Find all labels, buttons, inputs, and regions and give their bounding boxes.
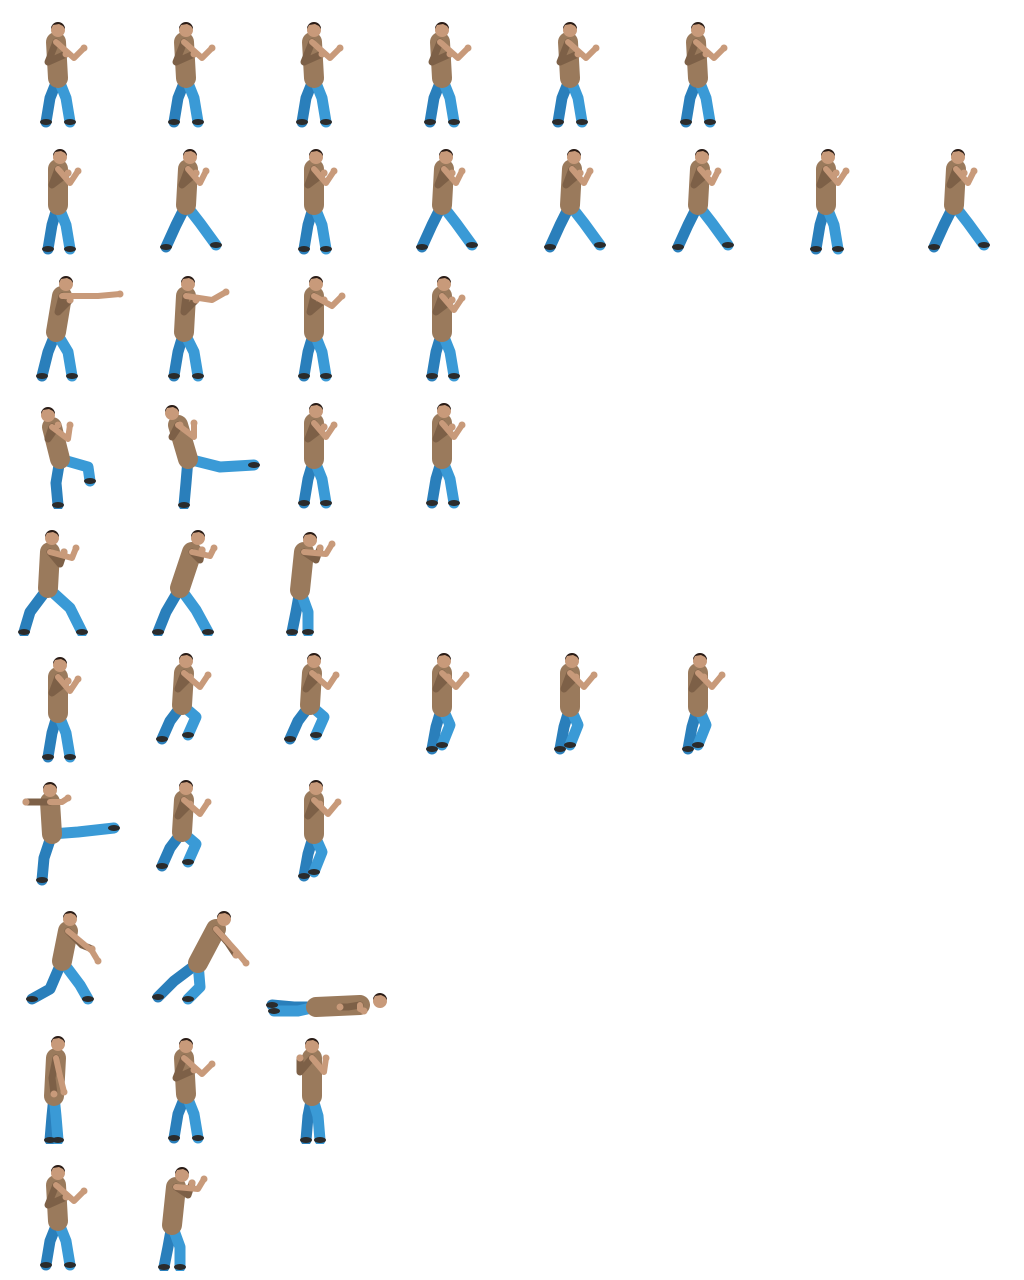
- fighter-figure: [8, 508, 136, 636]
- front-fist: [95, 958, 102, 965]
- sprite-frame-punch-4: [392, 254, 520, 382]
- sprite-frame-walk-7: [776, 127, 904, 255]
- animation-row-punch: [0, 254, 1024, 382]
- sprite-frame-air-kick-3: [264, 762, 392, 890]
- left-shoe: [426, 746, 438, 752]
- sprite-frame-walk-4: [392, 127, 520, 255]
- sprite-frame-walk-5: [520, 127, 648, 255]
- animation-row-idle: [0, 0, 1024, 128]
- front-fist: [459, 295, 466, 302]
- fighter-figure: [264, 1016, 392, 1144]
- sprite-frame-jump-6: [648, 635, 776, 763]
- sprite-frame-jump-3: [264, 635, 392, 763]
- back-fist: [703, 51, 710, 58]
- right-shoe: [594, 242, 606, 248]
- fighter-figure: [264, 127, 392, 255]
- fighter-figure: [264, 762, 392, 890]
- left-shoe: [554, 746, 566, 752]
- left-shoe: [298, 373, 310, 379]
- front-fist: [587, 168, 594, 175]
- sprite-frame-idle-3: [264, 0, 392, 128]
- animation-row-kick: [0, 381, 1024, 509]
- shirt-torso: [48, 552, 50, 588]
- left-shoe: [296, 119, 308, 125]
- back-fist: [187, 674, 194, 681]
- fighter-figure: [392, 635, 520, 763]
- animation-row-jump: [0, 635, 1024, 763]
- right-shoe: [320, 246, 332, 252]
- left-shoe: [928, 244, 940, 250]
- right-shoe: [64, 754, 76, 760]
- left-shoe: [42, 754, 54, 760]
- sprite-frame-walk-1: [8, 127, 136, 255]
- front-fist: [329, 541, 336, 548]
- front-fist: [715, 168, 722, 175]
- front-fist: [201, 1176, 208, 1183]
- sprite-frame-air-kick-1: [8, 762, 136, 890]
- front-fist: [465, 45, 472, 52]
- left-shoe: [152, 994, 164, 1000]
- right-shoe: [192, 1135, 204, 1141]
- sprite-frame-kick-4: [392, 381, 520, 509]
- fighter-figure: [136, 889, 264, 1017]
- fighter-figure: [648, 635, 776, 763]
- right-shoe: [692, 742, 704, 748]
- fighter-figure: [392, 127, 520, 255]
- fighter-figure: [776, 127, 904, 255]
- back-fist: [315, 674, 322, 681]
- fighter-figure: [264, 508, 392, 636]
- back-fist: [961, 170, 968, 177]
- left-shoe: [36, 877, 48, 883]
- left-shoe: [168, 1135, 180, 1141]
- back-fist: [317, 801, 324, 808]
- back-fist: [297, 1055, 304, 1062]
- front-fist: [719, 672, 726, 679]
- front-fist: [73, 545, 80, 552]
- left-shoe: [424, 119, 436, 125]
- right-shoe: [174, 1264, 186, 1270]
- front-fist: [361, 1008, 368, 1015]
- fighter-figure: [648, 0, 776, 128]
- fighter-figure: [136, 508, 264, 636]
- left-shoe: [42, 246, 54, 252]
- shirt-torso: [50, 802, 52, 834]
- front-fist: [209, 45, 216, 52]
- left-shoe: [544, 244, 556, 250]
- fighter-figure: [264, 889, 392, 1017]
- right-shoe: [64, 119, 76, 125]
- right-shoe: [64, 246, 76, 252]
- sprite-frame-idle-4: [392, 0, 520, 128]
- shirt-torso: [198, 929, 216, 963]
- fighter-figure: [136, 0, 264, 128]
- right-shoe: [182, 996, 194, 1002]
- shirt-torso: [300, 552, 304, 590]
- fighter-figure: [136, 635, 264, 763]
- sprite-frame-jump-1: [8, 635, 136, 763]
- fighter-figure: [264, 254, 392, 382]
- back-fist: [63, 1194, 70, 1201]
- back-fist: [65, 678, 72, 685]
- back-fist: [705, 170, 712, 177]
- right-shoe: [564, 742, 576, 748]
- animation-row-taunt: [0, 1016, 1024, 1144]
- left-shoe: [266, 1002, 278, 1008]
- sprite-frame-punch-1: [8, 254, 136, 382]
- shirt-torso: [62, 931, 68, 961]
- fighter-figure: [648, 127, 776, 255]
- sprite-frame-idle-2: [136, 0, 264, 128]
- back-fist: [89, 946, 96, 953]
- front-fist: [339, 293, 346, 300]
- left-shoe: [298, 873, 310, 879]
- sprite-frame-knockdown-1: [8, 889, 136, 1017]
- left-shoe: [156, 736, 168, 742]
- back-fist: [193, 170, 200, 177]
- right-shoe: [576, 119, 588, 125]
- sprite-frame-air-kick-2: [136, 762, 264, 890]
- sprite-frame-kick-3: [264, 381, 392, 509]
- left-shoe: [284, 736, 296, 742]
- back-fist: [23, 799, 30, 806]
- front-fist: [61, 1089, 68, 1096]
- front-fist: [459, 422, 466, 429]
- front-fist: [843, 168, 850, 175]
- right-shoe: [832, 246, 844, 252]
- fighter-figure: [136, 381, 264, 509]
- back-fist: [317, 545, 324, 552]
- right-shoe: [192, 119, 204, 125]
- right-shoe: [192, 373, 204, 379]
- sprite-frame-jump-4: [392, 635, 520, 763]
- front-fist: [209, 1061, 216, 1068]
- sprite-frame-knockdown-3: [264, 889, 392, 1017]
- front-fist: [203, 168, 210, 175]
- front-fist: [81, 45, 88, 52]
- back-fist: [577, 170, 584, 177]
- front-fist: [335, 799, 342, 806]
- fighter-figure: [392, 254, 520, 382]
- right-shoe: [978, 242, 990, 248]
- right-shoe: [320, 119, 332, 125]
- animation-row-knockdown: [0, 889, 1024, 1017]
- sprite-frame-taunt-1: [8, 1016, 136, 1144]
- right-shoe: [448, 500, 460, 506]
- back-fist: [447, 51, 454, 58]
- left-shoe: [26, 996, 38, 1002]
- back-fist: [189, 1180, 196, 1187]
- front-fist: [211, 545, 218, 552]
- left-shoe: [40, 119, 52, 125]
- back-fist: [833, 170, 840, 177]
- sprite-frame-jump-5: [520, 635, 648, 763]
- back-fist: [449, 297, 456, 304]
- fighter-figure: [904, 127, 1024, 255]
- front-arm: [216, 929, 246, 963]
- fighter-figure: [8, 254, 136, 382]
- sprite-frame-knockdown-2: [136, 889, 264, 1017]
- right-shoe: [310, 732, 322, 738]
- front-fist: [75, 168, 82, 175]
- left-shoe: [160, 244, 172, 250]
- back-fist: [187, 801, 194, 808]
- left-shoe: [810, 246, 822, 252]
- front-fist: [331, 422, 338, 429]
- right-shoe: [320, 500, 332, 506]
- front-fist: [337, 45, 344, 52]
- animation-row-crouch: [0, 508, 1024, 636]
- shirt-torso: [172, 1187, 176, 1225]
- right-shoe: [268, 1008, 280, 1014]
- right-shoe: [64, 1262, 76, 1268]
- back-fist: [191, 51, 198, 58]
- back-fist: [321, 297, 328, 304]
- right-shoe: [436, 742, 448, 748]
- back-fist: [319, 51, 326, 58]
- left-shoe: [416, 244, 428, 250]
- left-shoe: [168, 119, 180, 125]
- front-fist: [591, 672, 598, 679]
- back-fist: [445, 674, 452, 681]
- right-shoe: [448, 119, 460, 125]
- sprite-frame-idle-5: [520, 0, 648, 128]
- back-fist: [51, 1091, 58, 1098]
- fighter-figure: [520, 127, 648, 255]
- sprite-frame-walk-2: [136, 127, 264, 255]
- front-arm: [62, 294, 120, 296]
- left-shoe: [672, 244, 684, 250]
- fighter-figure: [136, 127, 264, 255]
- front-fist: [323, 1055, 330, 1062]
- fighter-figure: [264, 0, 392, 128]
- back-fist: [55, 422, 62, 429]
- back-fist: [193, 297, 200, 304]
- back-fist: [337, 1004, 344, 1011]
- fighter-figure: [8, 762, 136, 890]
- sprite-frame-walk-3: [264, 127, 392, 255]
- sprite-frame-punch-3: [264, 254, 392, 382]
- fighter-figure: [8, 381, 136, 509]
- front-fist: [67, 422, 74, 429]
- sprite-frame-punch-2: [136, 254, 264, 382]
- back-fist: [199, 547, 206, 554]
- fighter-figure: [392, 0, 520, 128]
- left-shoe: [682, 746, 694, 752]
- animation-row-walk: [0, 127, 1024, 255]
- front-fist: [333, 672, 340, 679]
- fighter-figure: [136, 254, 264, 382]
- sprite-frame-walk-6: [648, 127, 776, 255]
- left-shoe: [36, 373, 48, 379]
- fighter-figure: [8, 1143, 136, 1271]
- front-fist: [971, 168, 978, 175]
- left-shoe: [158, 1264, 170, 1270]
- sprite-frame-crouch-2: [136, 508, 264, 636]
- left-shoe: [156, 863, 168, 869]
- sprite-frame-crouch-3: [264, 508, 392, 636]
- left-shoe: [426, 500, 438, 506]
- right-shoe: [108, 825, 120, 831]
- front-fist: [75, 676, 82, 683]
- back-fist: [449, 424, 456, 431]
- right-shoe: [82, 996, 94, 1002]
- front-fist: [81, 1188, 88, 1195]
- front-fist: [191, 420, 198, 427]
- fighter-figure: [136, 1016, 264, 1144]
- back-fist: [61, 549, 68, 556]
- front-fist: [593, 45, 600, 52]
- front-fist: [205, 672, 212, 679]
- front-fist: [243, 960, 250, 967]
- fighter-figure: [136, 1143, 264, 1271]
- left-shoe: [552, 119, 564, 125]
- right-shoe: [182, 732, 194, 738]
- left-shoe: [298, 246, 310, 252]
- back-fist: [449, 170, 456, 177]
- fighter-figure: [8, 1016, 136, 1144]
- right-shoe: [182, 859, 194, 865]
- right-shoe: [448, 373, 460, 379]
- back-fist: [65, 170, 72, 177]
- back-fist: [701, 674, 708, 681]
- right-shoe: [210, 242, 222, 248]
- fighter-figure: [8, 889, 136, 1017]
- front-fist: [223, 289, 230, 296]
- fighter-figure: [8, 635, 136, 763]
- sprite-frame-idle-6: [648, 0, 776, 128]
- back-fist: [67, 297, 74, 304]
- sprite-frame-kick-1: [8, 381, 136, 509]
- back-fist: [575, 51, 582, 58]
- sprite-frame-walk-8: [904, 127, 1024, 255]
- fighter-figure: [8, 0, 136, 128]
- right-shoe: [308, 869, 320, 875]
- sprite-frame-victory-1: [8, 1143, 136, 1271]
- front-fist: [459, 168, 466, 175]
- front-fist: [117, 291, 124, 298]
- left-shoe: [168, 373, 180, 379]
- sprite-frame-taunt-2: [136, 1016, 264, 1144]
- back-fist: [177, 422, 184, 429]
- sprite-frame-taunt-3: [264, 1016, 392, 1144]
- fighter-figure: [136, 762, 264, 890]
- back-fist: [191, 1067, 198, 1074]
- animation-row-air-kick: [0, 762, 1024, 890]
- sprite-frame-crouch-1: [8, 508, 136, 636]
- front-fist: [205, 799, 212, 806]
- front-fist: [65, 795, 72, 802]
- right-shoe: [66, 373, 78, 379]
- right-shoe: [248, 462, 260, 468]
- sprite-frame-victory-2: [136, 1143, 264, 1271]
- front-fist: [331, 168, 338, 175]
- fighter-figure: [392, 381, 520, 509]
- back-fist: [573, 674, 580, 681]
- left-shoe: [426, 373, 438, 379]
- fighter-figure: [264, 381, 392, 509]
- fighter-figure: [264, 635, 392, 763]
- left-shoe: [298, 500, 310, 506]
- left-shoe: [680, 119, 692, 125]
- animation-row-victory: [0, 1143, 1024, 1271]
- shirt-torso: [180, 552, 192, 588]
- sprite-frame-jump-2: [136, 635, 264, 763]
- front-fist: [721, 45, 728, 52]
- right-shoe: [722, 242, 734, 248]
- fighter-figure: [8, 127, 136, 255]
- fighter-figure: [520, 635, 648, 763]
- sprite-frame-idle-1: [8, 0, 136, 128]
- front-fist: [463, 672, 470, 679]
- back-fist: [321, 424, 328, 431]
- back-fist: [321, 170, 328, 177]
- left-shoe: [40, 1262, 52, 1268]
- right-shoe: [466, 242, 478, 248]
- back-fist: [233, 952, 240, 959]
- sprite-frame-kick-2: [136, 381, 264, 509]
- right-shoe: [84, 478, 96, 484]
- back-fist: [63, 51, 70, 58]
- fighter-figure: [520, 0, 648, 128]
- right-shoe: [320, 373, 332, 379]
- right-shoe: [704, 119, 716, 125]
